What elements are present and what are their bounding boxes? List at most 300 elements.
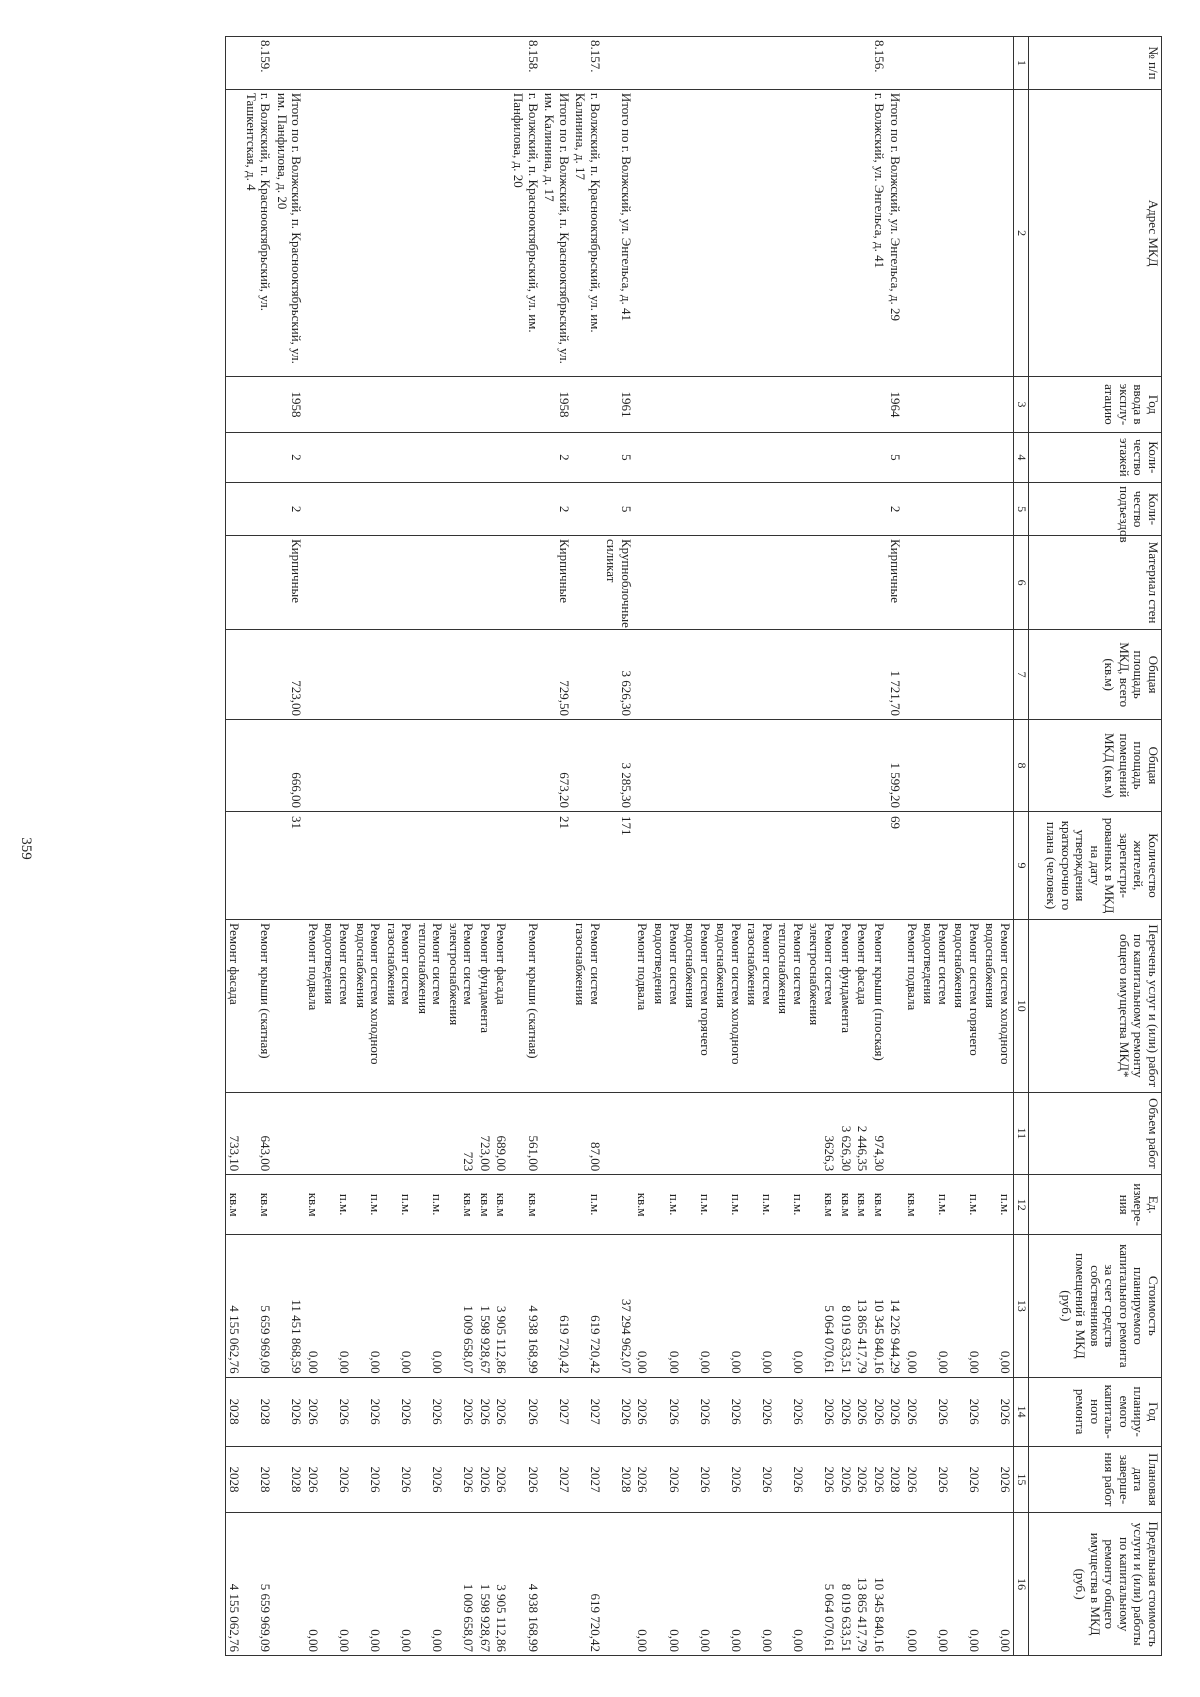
- cell-col-15: 2027: [572, 1446, 603, 1513]
- table-row: [920, 37, 951, 1656]
- cell-col-13: 0,00: [920, 1235, 951, 1378]
- cell-col-7: [775, 630, 806, 720]
- repair-plan-table: [225, 36, 1162, 1656]
- cell-col-13: 10 345 840,16: [870, 1235, 887, 1378]
- cell-col-10: Ремонт подвала: [903, 920, 920, 1092]
- cell-col-2: [383, 89, 414, 376]
- cell-col-13: 4 938 168,99: [510, 1235, 541, 1378]
- cell-col-11: 723,00: [476, 1092, 493, 1175]
- column-number: 3: [1014, 377, 1029, 432]
- cell-col-3: 1958: [541, 377, 572, 432]
- table-row: [634, 37, 651, 1656]
- cell-col-15: 2026: [383, 1446, 414, 1513]
- cell-col-6: [242, 536, 273, 630]
- cell-col-13: 0,00: [650, 1235, 681, 1378]
- cell-col-16: 13 865 417,79: [854, 1513, 871, 1656]
- cell-col-3: [744, 377, 775, 432]
- cell-col-3: [854, 377, 871, 432]
- table-row: [887, 37, 904, 1656]
- cell-col-12: п.м.: [982, 1175, 1014, 1235]
- cell-col-12: п.м.: [321, 1175, 352, 1235]
- cell-col-16: 0,00: [650, 1513, 681, 1656]
- cell-col-15: 2026: [775, 1446, 806, 1513]
- cell-col-6: [682, 536, 713, 630]
- cell-col-2: [775, 89, 806, 376]
- cell-col-4: [682, 432, 713, 483]
- cell-col-2: [634, 89, 651, 376]
- cell-col-15: 2026: [476, 1446, 493, 1513]
- cell-col-13: 0,00: [903, 1235, 920, 1378]
- cell-col-11: [383, 1092, 414, 1175]
- table-row: [510, 37, 541, 1656]
- cell-col-4: [920, 432, 951, 483]
- cell-col-8: [572, 719, 603, 811]
- header-col-16: Предельная стоимость услуги и (или) работы по капитальному ремонту общего имущества в МКД (руб.): [1029, 1513, 1162, 1656]
- cell-col-11: 87,00: [572, 1092, 603, 1175]
- cell-col-15: 2026: [713, 1446, 744, 1513]
- cell-col-2: г. Волжский, п. Краснооктябрьский, ул. им. Панфилова, д. 20: [510, 89, 541, 376]
- cell-col-3: 1958: [273, 377, 304, 432]
- cell-col-4: [476, 432, 493, 483]
- cell-col-10: Ремонт фасада: [225, 920, 242, 1092]
- cell-col-5: [304, 483, 321, 536]
- cell-col-16: 0,00: [321, 1513, 352, 1656]
- table-row: [225, 37, 242, 1656]
- cell-col-14: 2026: [493, 1377, 510, 1446]
- cell-col-14: 2026: [304, 1377, 321, 1446]
- cell-col-10: [603, 920, 634, 1092]
- cell-col-12: кв.м: [242, 1175, 273, 1235]
- cell-col-9: [510, 811, 541, 919]
- column-number: 11: [1014, 1092, 1029, 1175]
- cell-col-13: 0,00: [951, 1235, 982, 1378]
- cell-col-11: [650, 1092, 681, 1175]
- cell-col-8: [510, 719, 541, 811]
- cell-col-2: [225, 89, 242, 376]
- cell-col-11: [744, 1092, 775, 1175]
- cell-col-7: 3 626,30: [603, 630, 634, 720]
- cell-col-2: [982, 89, 1014, 376]
- cell-col-7: [650, 630, 681, 720]
- cell-col-13: 0,00: [352, 1235, 383, 1378]
- cell-col-14: 2026: [920, 1377, 951, 1446]
- cell-col-14: 2026: [476, 1377, 493, 1446]
- cell-col-6: [445, 536, 476, 630]
- cell-col-10: Ремонт фундамента: [476, 920, 493, 1092]
- cell-col-12: п.м.: [650, 1175, 681, 1235]
- cell-col-8: [837, 719, 854, 811]
- cell-col-9: [903, 811, 920, 919]
- cell-col-7: [682, 630, 713, 720]
- cell-col-4: [837, 432, 854, 483]
- table-row: [903, 37, 920, 1656]
- cell-col-13: 0,00: [321, 1235, 352, 1378]
- cell-col-5: [744, 483, 775, 536]
- cell-col-9: [572, 811, 603, 919]
- table-row: [321, 37, 352, 1656]
- cell-col-6: [476, 536, 493, 630]
- cell-col-10: Ремонт систем холодного водоснабжения: [352, 920, 383, 1092]
- header-col-3: Год ввода в эксплу-атацию: [1029, 377, 1162, 432]
- cell-col-3: [650, 377, 681, 432]
- cell-col-5: 2: [887, 483, 904, 536]
- cell-col-11: [304, 1092, 321, 1175]
- cell-col-14: 2026: [854, 1377, 871, 1446]
- header-col-15: Плановая дата заверше-ния работ: [1029, 1446, 1162, 1513]
- cell-col-10: Ремонт систем газоснабжения: [744, 920, 775, 1092]
- cell-col-2: [414, 89, 445, 376]
- cell-col-15: 2026: [951, 1446, 982, 1513]
- cell-col-1: [225, 37, 242, 90]
- cell-col-9: [304, 811, 321, 919]
- cell-col-9: [920, 811, 951, 919]
- cell-col-16: 0,00: [951, 1513, 982, 1656]
- cell-col-8: [476, 719, 493, 811]
- cell-col-10: Ремонт подвала: [634, 920, 651, 1092]
- cell-col-8: [854, 719, 871, 811]
- cell-col-10: [887, 920, 904, 1092]
- column-number: 4: [1014, 432, 1029, 483]
- cell-col-9: [837, 811, 854, 919]
- cell-col-16: 4 938 168,99: [510, 1513, 541, 1656]
- cell-col-3: [682, 377, 713, 432]
- cell-col-7: [951, 630, 982, 720]
- cell-col-1: [650, 37, 681, 90]
- cell-col-7: [870, 630, 887, 720]
- cell-col-6: [352, 536, 383, 630]
- cell-col-16: 0,00: [920, 1513, 951, 1656]
- cell-col-5: [854, 483, 871, 536]
- cell-col-10: Ремонт систем электроснабжения: [806, 920, 837, 1092]
- cell-col-3: 1961: [603, 377, 634, 432]
- cell-col-6: [775, 536, 806, 630]
- cell-col-12: п.м.: [383, 1175, 414, 1235]
- cell-col-11: [603, 1092, 634, 1175]
- cell-col-7: [352, 630, 383, 720]
- cell-col-5: [242, 483, 273, 536]
- cell-col-7: [493, 630, 510, 720]
- cell-col-3: [634, 377, 651, 432]
- header-col-6: Материал стен: [1029, 536, 1162, 630]
- cell-col-13: 5 064 070,61: [806, 1235, 837, 1378]
- cell-col-3: [837, 377, 854, 432]
- table-row: [273, 37, 304, 1656]
- cell-col-10: Ремонт систем холодного водоснабжения: [713, 920, 744, 1092]
- cell-col-10: Ремонт систем газоснабжения: [572, 920, 603, 1092]
- cell-col-10: Ремонт крыши (скатная): [510, 920, 541, 1092]
- cell-col-15: 2028: [273, 1446, 304, 1513]
- cell-col-10: Ремонт систем водоотведения: [920, 920, 951, 1092]
- cell-col-7: [225, 630, 242, 720]
- cell-col-4: [775, 432, 806, 483]
- cell-col-6: [634, 536, 651, 630]
- cell-col-9: 31: [273, 811, 304, 919]
- cell-col-9: [414, 811, 445, 919]
- cell-col-1: [887, 37, 904, 90]
- cell-col-13: 4 155 062,76: [225, 1235, 242, 1378]
- cell-col-16: 0,00: [713, 1513, 744, 1656]
- cell-col-5: [650, 483, 681, 536]
- cell-col-1: [445, 37, 476, 90]
- cell-col-15: 2026: [837, 1446, 854, 1513]
- cell-col-9: 21: [541, 811, 572, 919]
- cell-col-12: п.м.: [775, 1175, 806, 1235]
- cell-col-6: [414, 536, 445, 630]
- cell-col-3: [304, 377, 321, 432]
- cell-col-4: [870, 432, 887, 483]
- cell-col-14: 2026: [321, 1377, 352, 1446]
- cell-col-16: [887, 1513, 904, 1656]
- cell-col-9: [806, 811, 837, 919]
- cell-col-11: 3 626,30: [837, 1092, 854, 1175]
- cell-col-13: 0,00: [414, 1235, 445, 1378]
- cell-col-5: [510, 483, 541, 536]
- cell-col-6: [383, 536, 414, 630]
- cell-col-11: [541, 1092, 572, 1175]
- page-number: 359: [18, 837, 34, 860]
- cell-col-2: [713, 89, 744, 376]
- table-row: [870, 37, 887, 1656]
- cell-col-8: 3 285,30: [603, 719, 634, 811]
- cell-col-11: [951, 1092, 982, 1175]
- cell-col-7: [445, 630, 476, 720]
- cell-col-10: [541, 920, 572, 1092]
- cell-col-14: 2026: [775, 1377, 806, 1446]
- header-col-14: Год планиру-емого капиталь-ного ремонта: [1029, 1377, 1162, 1446]
- cell-col-13: 0,00: [304, 1235, 321, 1378]
- cell-col-11: [903, 1092, 920, 1175]
- cell-col-15: 2026: [650, 1446, 681, 1513]
- cell-col-16: 3 905 112,86: [493, 1513, 510, 1656]
- cell-col-12: кв.м: [903, 1175, 920, 1235]
- cell-col-8: [445, 719, 476, 811]
- cell-col-2: [903, 89, 920, 376]
- cell-col-9: [775, 811, 806, 919]
- cell-col-6: [510, 536, 541, 630]
- cell-col-4: [634, 432, 651, 483]
- cell-col-12: п.м.: [920, 1175, 951, 1235]
- cell-col-1: [634, 37, 651, 90]
- cell-col-13: 0,00: [682, 1235, 713, 1378]
- cell-col-7: [510, 630, 541, 720]
- cell-col-11: [321, 1092, 352, 1175]
- cell-col-5: [713, 483, 744, 536]
- cell-col-12: кв.м: [837, 1175, 854, 1235]
- cell-col-16: 0,00: [982, 1513, 1014, 1656]
- cell-col-2: [806, 89, 837, 376]
- cell-col-3: [903, 377, 920, 432]
- cell-col-3: [445, 377, 476, 432]
- cell-col-7: [903, 630, 920, 720]
- cell-col-14: 2026: [903, 1377, 920, 1446]
- cell-col-12: кв.м: [225, 1175, 242, 1235]
- cell-col-8: [713, 719, 744, 811]
- cell-col-2: [493, 89, 510, 376]
- cell-col-7: 729,50: [541, 630, 572, 720]
- table-body: [225, 37, 1013, 1656]
- cell-col-15: 2028: [603, 1446, 634, 1513]
- cell-col-12: кв.м: [634, 1175, 651, 1235]
- header-col-1: № п/п: [1029, 37, 1162, 90]
- cell-col-15: 2026: [806, 1446, 837, 1513]
- cell-col-9: [682, 811, 713, 919]
- column-number: 2: [1014, 89, 1029, 376]
- cell-col-5: [682, 483, 713, 536]
- table-row: [713, 37, 744, 1656]
- cell-col-10: Ремонт фасада: [493, 920, 510, 1092]
- cell-col-1: 8.156.: [870, 37, 887, 90]
- cell-col-8: [920, 719, 951, 811]
- cell-col-1: [806, 37, 837, 90]
- header-row: [1029, 37, 1162, 1656]
- cell-col-3: [982, 377, 1014, 432]
- cell-col-6: Кирпичные: [541, 536, 572, 630]
- cell-col-12: п.м.: [414, 1175, 445, 1235]
- cell-col-9: [650, 811, 681, 919]
- cell-col-4: 5: [887, 432, 904, 483]
- cell-col-9: [982, 811, 1014, 919]
- cell-col-5: [493, 483, 510, 536]
- cell-col-14: 2026: [713, 1377, 744, 1446]
- cell-col-4: [650, 432, 681, 483]
- cell-col-2: [951, 89, 982, 376]
- cell-col-16: 1 598 928,67: [476, 1513, 493, 1656]
- cell-col-13: 13 865 417,79: [854, 1235, 871, 1378]
- cell-col-2: г. Волжский, п. Краснооктябрьский, ул. Ташкентская, д. 4: [242, 89, 273, 376]
- cell-col-8: [775, 719, 806, 811]
- cell-col-12: [273, 1175, 304, 1235]
- cell-col-14: 2026: [951, 1377, 982, 1446]
- column-number-row: [1014, 37, 1029, 1656]
- cell-col-2: [837, 89, 854, 376]
- table-row: [837, 37, 854, 1656]
- cell-col-7: [854, 630, 871, 720]
- cell-col-16: 0,00: [634, 1513, 651, 1656]
- cell-col-2: [920, 89, 951, 376]
- cell-col-10: Ремонт систем теплоснабжения: [775, 920, 806, 1092]
- cell-col-9: 69: [887, 811, 904, 919]
- cell-col-7: [634, 630, 651, 720]
- table-row: [445, 37, 476, 1656]
- cell-col-2: [304, 89, 321, 376]
- cell-col-3: [775, 377, 806, 432]
- cell-col-14: 2027: [541, 1377, 572, 1446]
- column-number: 13: [1014, 1235, 1029, 1378]
- cell-col-12: кв.м: [476, 1175, 493, 1235]
- cell-col-6: [837, 536, 854, 630]
- cell-col-14: 2026: [650, 1377, 681, 1446]
- cell-col-6: [920, 536, 951, 630]
- cell-col-2: [650, 89, 681, 376]
- cell-col-16: 619 720,42: [572, 1513, 603, 1656]
- cell-col-10: Ремонт систем холодного водоснабжения: [982, 920, 1014, 1092]
- cell-col-6: [903, 536, 920, 630]
- header-col-4: Коли-чество этажей: [1029, 432, 1162, 483]
- cell-col-15: 2027: [541, 1446, 572, 1513]
- cell-col-5: [352, 483, 383, 536]
- cell-col-15: 2026: [493, 1446, 510, 1513]
- cell-col-6: Крупноблочные силикат: [603, 536, 634, 630]
- cell-col-3: [242, 377, 273, 432]
- cell-col-4: [982, 432, 1014, 483]
- cell-col-1: [304, 37, 321, 90]
- cell-col-4: [414, 432, 445, 483]
- cell-col-5: [476, 483, 493, 536]
- cell-col-10: Ремонт систем газоснабжения: [383, 920, 414, 1092]
- cell-col-16: 0,00: [682, 1513, 713, 1656]
- cell-col-1: 8.159.: [242, 37, 273, 90]
- cell-col-8: [951, 719, 982, 811]
- cell-col-10: Ремонт систем водоотведения: [650, 920, 681, 1092]
- cell-col-10: Ремонт систем теплоснабжения: [414, 920, 445, 1092]
- cell-col-11: [634, 1092, 651, 1175]
- cell-col-9: [225, 811, 242, 919]
- cell-col-9: [854, 811, 871, 919]
- column-number: 14: [1014, 1377, 1029, 1446]
- cell-col-8: [304, 719, 321, 811]
- cell-col-5: [951, 483, 982, 536]
- cell-col-3: [806, 377, 837, 432]
- header-col-12: Ед. измере-ния: [1029, 1175, 1162, 1235]
- cell-col-3: [951, 377, 982, 432]
- cell-col-3: [572, 377, 603, 432]
- table-row: [242, 37, 273, 1656]
- cell-col-14: 2026: [352, 1377, 383, 1446]
- cell-col-13: 0,00: [383, 1235, 414, 1378]
- cell-col-8: [870, 719, 887, 811]
- cell-col-13: 0,00: [982, 1235, 1014, 1378]
- cell-col-3: [383, 377, 414, 432]
- cell-col-7: [242, 630, 273, 720]
- header-col-2: Адрес МКД: [1029, 89, 1162, 376]
- cell-col-12: п.м.: [713, 1175, 744, 1235]
- table-header: [1014, 37, 1162, 1656]
- cell-col-4: [493, 432, 510, 483]
- cell-col-1: [837, 37, 854, 90]
- cell-col-13: 0,00: [713, 1235, 744, 1378]
- cell-col-2: [476, 89, 493, 376]
- cell-col-11: [414, 1092, 445, 1175]
- cell-col-16: 10 345 840,16: [870, 1513, 887, 1656]
- table-row: [744, 37, 775, 1656]
- cell-col-3: [352, 377, 383, 432]
- cell-col-8: [744, 719, 775, 811]
- cell-col-10: Ремонт подвала: [304, 920, 321, 1092]
- cell-col-11: [887, 1092, 904, 1175]
- cell-col-7: [713, 630, 744, 720]
- column-number: 8: [1014, 719, 1029, 811]
- cell-col-15: 2026: [352, 1446, 383, 1513]
- cell-col-11: 974,30: [870, 1092, 887, 1175]
- cell-col-8: [650, 719, 681, 811]
- cell-col-4: 5: [603, 432, 634, 483]
- cell-col-11: 561,00: [510, 1092, 541, 1175]
- cell-col-16: [273, 1513, 304, 1656]
- cell-col-4: [321, 432, 352, 483]
- cell-col-15: 2026: [744, 1446, 775, 1513]
- cell-col-15: 2026: [920, 1446, 951, 1513]
- cell-col-15: 2028: [225, 1446, 242, 1513]
- cell-col-9: [713, 811, 744, 919]
- cell-col-1: [273, 37, 304, 90]
- cell-col-14: 2026: [510, 1377, 541, 1446]
- cell-col-7: [806, 630, 837, 720]
- cell-col-3: [414, 377, 445, 432]
- cell-col-10: Ремонт фасада: [854, 920, 871, 1092]
- cell-col-2: г. Волжский, ул. Энгельса, д. 41: [870, 89, 887, 376]
- cell-col-16: 5 659 969,09: [242, 1513, 273, 1656]
- cell-col-1: [775, 37, 806, 90]
